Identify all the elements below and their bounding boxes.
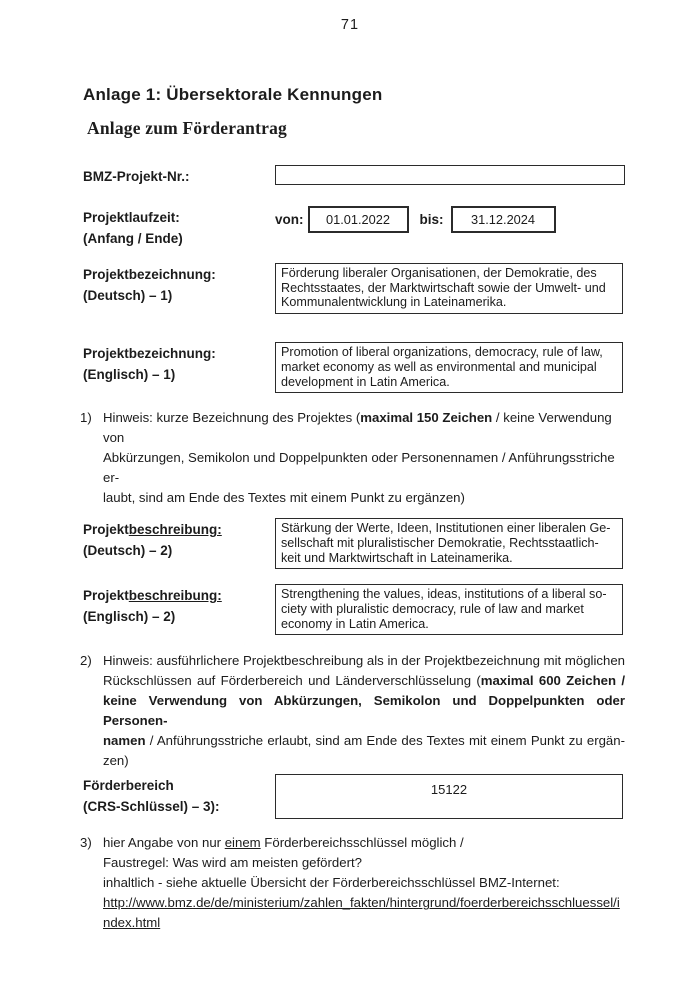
project-title-english-row [83,342,625,393]
text-line: Rechtsstaates, der Marktwirtschaft sowie der Umwelt- und [281,280,606,295]
text-line: Kommunalentwicklung in Lateinamerika. [281,295,507,310]
bmz-project-number-row [83,165,625,187]
text-line: Promotion of liberal organizations, democracy, rule of law, [281,345,603,360]
document-title: Anlage 1: Übersektorale Kennungen [83,85,383,104]
text-line: development in Latin America. [281,374,450,389]
document-subtitle: Anlage zum Förderantrag [87,118,287,138]
project-title-german-row [83,263,625,314]
text-line: market economy as well as environmental and municipal [281,359,597,374]
note-3 [80,833,625,933]
project-duration-row [83,206,625,249]
project-description-german-input[interactable] [275,518,623,569]
crs-info-link[interactable]: http://www.bmz.de/de/ministerium/zahlen_fakten/hintergrund/foerderbereichsschluessel/index.html [103,895,620,931]
start-date-value: 01.01.2022 [325,212,391,227]
text-line: Stärkung der Werte, Ideen, Institutionen einer liberalen Ge- [281,521,611,536]
project-duration-label: Projektlaufzeit: (Anfang / Ende) [83,210,183,246]
project-description-german-row [83,518,625,569]
text-line: economy in Latin America. [281,616,429,631]
note-2-text: Hinweis: ausführlichere Projektbeschreibung als in der Projektbezeichnung mit möglichen Rückschlüssen auf Förderbereich und Länderverschlüsselung (maximal 600 Zeichen / keine Verwendung von Abkürzungen, Semikolon und Doppelpunkten oder Personen- namen / Anführungsstriche erlaubt, sind am Ende des Textes mit einem Punkt zu ergän- zen) [103,653,625,769]
bmz-project-number-input[interactable] [275,165,625,185]
note-2 [80,651,625,771]
crs-code-value: 15122 [430,782,468,798]
project-description-english-row [83,584,625,635]
text-line: Strengthening the values, ideas, institutions of a liberal so- [281,587,607,602]
project-title-english-input[interactable] [275,342,623,393]
project-description-english-label: Projektbeschreibung: (Englisch) – 2) [83,588,222,625]
note-3-text: hier Angabe von nur einem Förderbereichsschlüssel möglich / Faustregel: Was wird am meisten gefördert? inhaltlich - siehe aktuelle Übersicht der Förderbereichsschlüssel BMZ-Internet: http://www.bmz.de/de/ministerium/zahlen_fakten/hintergrund/foerderbereichsschluessel/index.html [103,835,620,931]
project-title-german-input[interactable] [275,263,623,314]
note-1 [80,408,625,508]
text-line: keit und Marktwirtschaft in Lateinamerika. [281,550,513,565]
note-2-marker: 2) [80,653,92,669]
to-label: bis: [419,212,444,227]
project-description-english-input[interactable] [275,584,623,635]
note-1-text: Hinweis: kurze Bezeichnung des Projektes (maximal 150 Zeichen / keine Verwendung von Abkürzungen, Semikolon und Doppelpunkten oder Personennamen / Anführungsstriche er- laubt, sind am Ende des Textes mit einem Punkt zu ergänzen) [103,410,615,506]
from-label: von: [275,212,304,227]
crs-code-input[interactable] [275,774,623,819]
project-title-german-label: Projektbezeichnung: (Deutsch) – 1) [83,267,216,303]
start-date-input[interactable] [308,206,409,233]
text-line: sellschaft mit pluralistischer Demokratie, Rechtsstaatlich- [281,535,599,550]
end-date-value: 31.12.2024 [470,212,536,227]
note-3-marker: 3) [80,835,92,851]
text-line: ciety with pluralistic democracy, rule of law and market [281,602,584,617]
text-line: Förderung liberaler Organisationen, der Demokratie, des [281,266,597,280]
bmz-project-number-label: BMZ-Projekt-Nr.: [83,169,190,184]
page-number: 71 [340,17,360,33]
end-date-input[interactable] [451,206,556,233]
crs-code-label: Förderbereich (CRS-Schlüssel) – 3): [83,778,220,815]
project-description-german-label: Projektbeschreibung: (Deutsch) – 2) [83,522,222,559]
crs-code-row [83,774,625,819]
project-title-english-label: Projektbezeichnung: (Englisch) – 1) [83,346,216,383]
note-1-marker: 1) [80,410,92,426]
